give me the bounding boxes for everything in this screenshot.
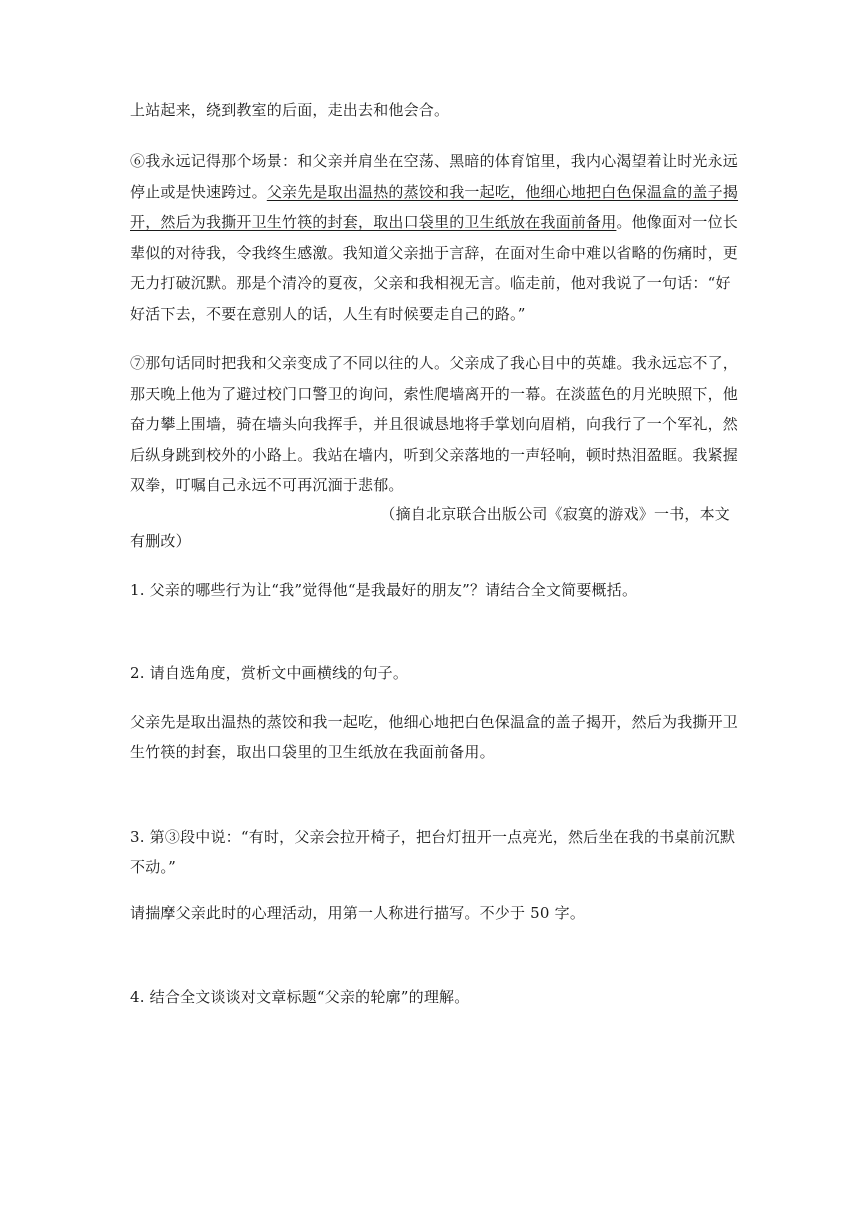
underlined-sentence: 父亲先是取出温热的蒸饺和我一起吃，他细心地把白色保温盒的盖子揭 <box>266 183 739 201</box>
paragraph-6-line: 好活下去，不要在意别人的话，人生有时候要走自己的路。” <box>130 305 526 323</box>
question-2-quote-line: 生竹筷的封套，取出口袋里的卫生纸放在我面前备用。 <box>130 743 495 761</box>
paragraph-continuation: 上站起来，绕到教室的后面，走出去和他会合。 <box>130 101 450 119</box>
question-3-continued: 不动。” <box>130 858 176 876</box>
paragraph-6-line: 无力打破沉默。那是个清冷的夏夜，父亲和我相视无言。临走前，他对我说了一句话：“好 <box>130 274 731 292</box>
paragraph-7-line: ⑦那句话同时把我和父亲变成了不同以往的人。父亲成了我心目中的英雄。我永远忘不了， <box>130 354 739 372</box>
question-1: 1. 父亲的哪些行为让“我”觉得他“是我最好的朋友”？请结合全文简要概括。 <box>130 581 638 599</box>
paragraph-7-line: 后纵身跳到校外的小路上。我站在墙内，听到父亲落地的一声轻响，顿时热泪盈眶。我紧握 <box>130 446 739 464</box>
question-2: 2. 请自选角度，赏析文中画横线的句子。 <box>130 664 409 682</box>
source-note-continued: 有删改） <box>130 532 191 550</box>
paragraph-7-line: 那天晚上他为了避过校门口警卫的询问，索性爬墙离开的一幕。在淡蓝色的月光映照下，他 <box>130 385 739 403</box>
source-note: （摘自北京联合出版公司《寂寞的游戏》一书，本文 <box>380 505 730 523</box>
paragraph-6-line <box>130 212 738 232</box>
question-2-quote-line: 父亲先是取出温热的蒸饺和我一起吃，他细心地把白色保温盒的盖子揭开，然后为我撕开卫 <box>130 713 739 731</box>
paragraph-6-line <box>130 182 738 202</box>
question-3-prompt: 请揣摩父亲此时的心理活动，用第一人称进行描写。不少于 50 字。 <box>130 904 586 922</box>
question-3: 3. 第③段中说：“有时，父亲会拉开椅子，把台灯扭开一点亮光，然后坐在我的书桌前沉默 <box>130 828 736 846</box>
paragraph-6-line: 辈似的对待我，令我终生感激。我知道父亲拙于言辞，在面对生命中难以省略的伤痛时，更 <box>130 244 739 262</box>
plain-text: 停止或是快速跨过。 <box>130 183 267 201</box>
underlined-sentence: 开，然后为我撕开卫生竹筷的封套，取出口袋里的卫生纸放在我面前备用 <box>130 213 617 231</box>
question-4: 4. 结合全文谈谈对文章标题“父亲的轮廓”的理解。 <box>130 988 470 1006</box>
paragraph-6-line: ⑥我永远记得那个场景：和父亲并肩坐在空荡、黑暗的体育馆里，我内心渴望着让时光永远 <box>130 152 739 170</box>
paragraph-7-line: 双拳，叮嘱自己永远不可再沉湎于悲郁。 <box>130 476 404 494</box>
plain-text: 。他像面对一位长 <box>616 213 739 231</box>
paragraph-7-line: 奋力攀上围墙，骑在墙头向我挥手，并且很诚恳地将手掌划向眉梢，向我行了一个军礼，然 <box>130 415 739 433</box>
